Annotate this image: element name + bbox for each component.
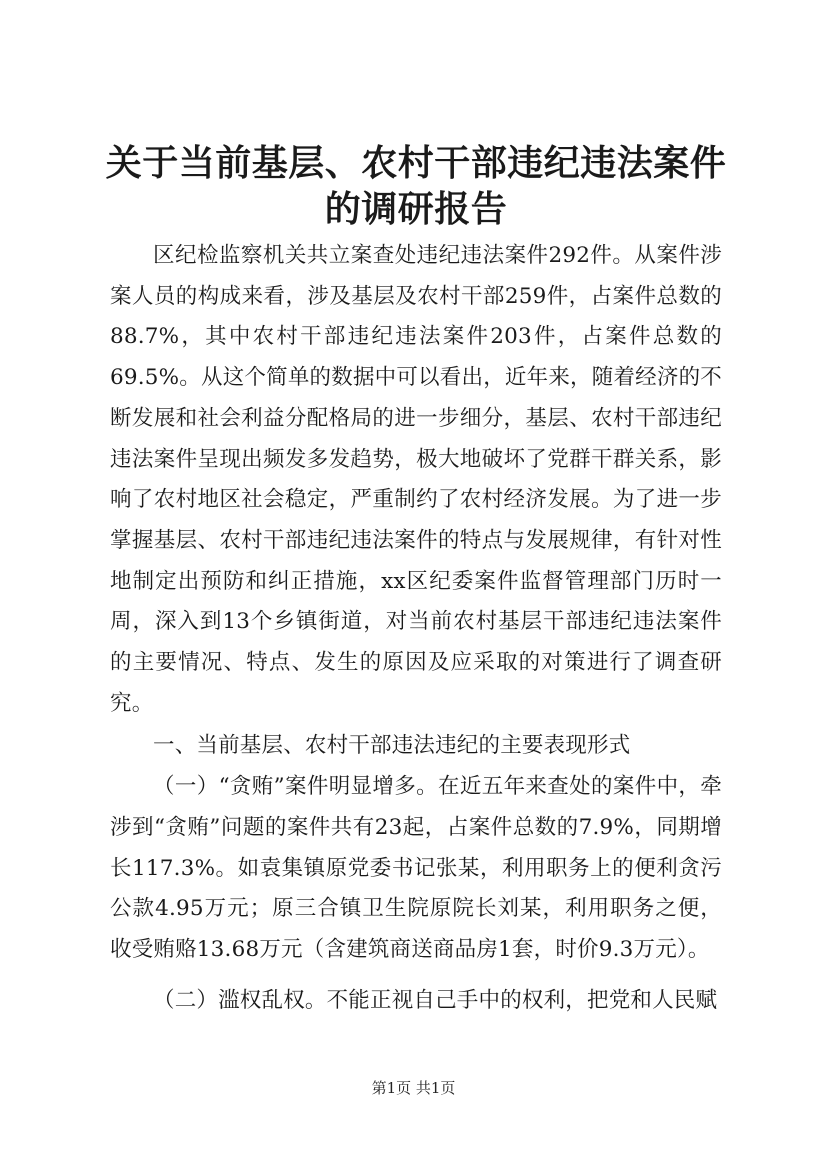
- document-body: [110, 236, 722, 1021]
- page-footer: 第1页 共1页: [371, 1079, 456, 1097]
- paragraph-intro: 区纪检监察机关共立案查处违纪违法案件292件。从案件涉案人员的构成来看，涉及基层及农村干部259件，占案件总数的88.7%，其中农村干部违纪违法案件203件，占案件总数的69.5%。从这个简单的数据中可以看出，近年来，随着经济的不断发展和社会利益分配格局的进一步细分，基层、农村干部违纪违法案件呈现出频发多发趋势，极大地破坏了党群干群关系，影响了农村地区社会稳定，严重制约了农村经济发展。为了进一步掌握基层、农村干部违纪违法案件的特点与发展规律，有针对性地制定出预防和纠正措施，xx区纪委案件监督管理部门历时一周，深入到13个乡镇街道，对当前农村基层干部违纪违法案件的主要情况、特点、发生的原因及应采取的对策进行了调查研究。: [110, 243, 722, 716]
- subsection-2-paragraph: （二）滥权乱权。不能正视自己手中的权利，把党和人民赋: [153, 987, 718, 1013]
- document-title: 关于当前基层、农村干部违纪违法案件的调研报告: [105, 142, 727, 230]
- section-heading-1: 一、当前基层、农村干部违法违纪的主要表现形式: [153, 733, 631, 759]
- subsection-1-paragraph: （一）“贪贿”案件明显增多。在近五年来查处的案件中，牵涉到“贪贿”问题的案件共有23起，占案件总数的7.9%，同期增长117.3%。如袁集镇原党委书记张某，利用职务上的便利贪污公款4.95万元；原三合镇卫生院原院长刘某，利用职务之便，收受贿赂13.68万元（含建筑商送商品房1套，时价9.3万元）。: [110, 774, 722, 962]
